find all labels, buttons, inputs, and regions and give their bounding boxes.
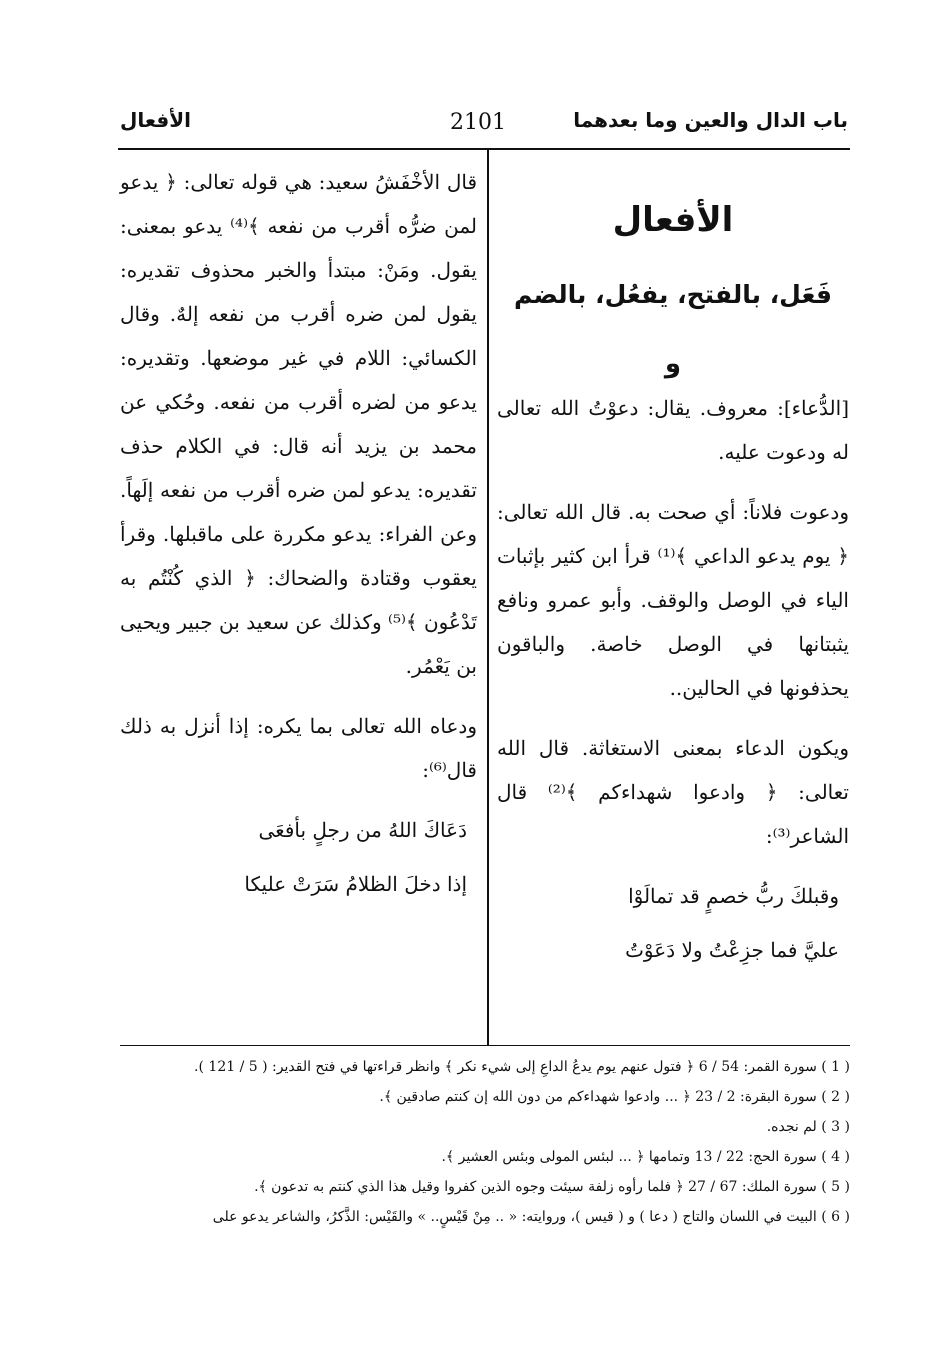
left-column bbox=[120, 160, 477, 916]
paragraph: [الدُّعاء]: معروف. يقال: دعوْتُ الله تعالى له ودعوت عليه. bbox=[497, 396, 849, 464]
footnotes bbox=[120, 1052, 850, 1232]
root-letter: و bbox=[664, 349, 682, 379]
paragraph: ويكون الدعاء بمعنى الاستغاثة. قال الله تعالى: ﴿ وادعوا شهداءكم ﴾⁽²⁾ قال الشاعر⁽³⁾: bbox=[497, 736, 849, 848]
footnote: ( 6 ) البيت في اللسان والتاج ( دعا ) و ( قيس )، وروايته: « .. مِنْ قَيْسٍ.. » والقَيْس: الذَّكرُ، والشاعر يدعو على bbox=[212, 1209, 850, 1225]
footnote: ( 2 ) سورة البقرة: 2 / 23 ﴿ ... وادعوا شهداءكم من دون الله إن كنتم صادقين ﴾. bbox=[379, 1089, 850, 1105]
header-rule bbox=[118, 148, 850, 150]
footnote: ( 4 ) سورة الحج: 22 / 13 وتمامها ﴿ ... لبئس المولى وبئس العشير ﴾. bbox=[441, 1149, 850, 1165]
chapter-subtitle: فَعَل، بالفتح، يفعُل، بالضم bbox=[514, 280, 832, 309]
verse-line: دَعَاكَ اللهُ من رجلٍ بأفعَى bbox=[258, 818, 467, 842]
page-number: 2101 bbox=[450, 110, 506, 135]
section-title: باب الدال والعين وما بعدهما bbox=[573, 108, 848, 132]
chapter-title: الأفعال bbox=[612, 200, 734, 240]
right-column bbox=[497, 160, 849, 982]
verse-line: إذا دخلَ الظلامُ سَرَتْ عليكا bbox=[244, 872, 467, 896]
footnote: ( 1 ) سورة القمر: 54 / 6 ﴿ فتول عنهم يوم يدعُ الداعِ إلى شيء نكر ﴾ وانظر قراءتها في فتح القدير: ( 5 / 121 ). bbox=[194, 1059, 850, 1075]
paragraph: ودعاه الله تعالى بما يكره: إذا أنزل به ذلك قال⁽⁶⁾: bbox=[120, 714, 477, 782]
paragraph: ودعوت فلاناً: أي صحت به. قال الله تعالى: ﴿ يوم يدعو الداعي ﴾⁽¹⁾ قرأ ابن كثير بإثبات الياء في الوصل والوقف. وأبو عمرو ونافع يثبتانها في الوصل خاصة. والباقون يحذفونها في الحالين.. bbox=[497, 500, 850, 700]
paragraph: قال الأخْفَشُ سعيد: هي قوله تعالى: ﴿ يدعو لمن ضرُّه أقرب من نفعه ﴾⁽⁴⁾ يدعو بمعنى: يقول. ومَنْ: مبتدأ والخبر محذوف تقديره: يقول لمن ضره أقرب من نفعه إلهٌ. وقال الكسائي: اللام في غير موضعها. وتقديره: يدعو من لضره أقرب من نفعه. وحُكي عن محمد بن يزيد أنه قال: في الكلام حذف تقديره: يدعو لمن ضره أقرب من نفعه إلَهاً. وعن الفراء: يدعو مكررة على ماقبلها. وقرأ يعقوب وقتادة والضحاك: ﴿ الذي كُنْتُم به تَدْعُون ﴾⁽⁵⁾ وكذلك عن سعيد بن جبير ويحيى بن يَعْمُر. bbox=[120, 170, 477, 678]
footnote: ( 3 ) لم نجده. bbox=[766, 1119, 850, 1135]
verse-line: عليَّ فما جزِعْتُ ولا دَعَوْتُ bbox=[625, 938, 839, 962]
page-header bbox=[120, 108, 848, 148]
column-divider bbox=[487, 150, 489, 1046]
footnote-rule bbox=[120, 1045, 850, 1046]
footnote: ( 5 ) سورة الملك: 67 / 27 ﴿ فلما رأوه زلفة سيئت وجوه الذين كفروا وقيل هذا الذي كنتم به تدعون ﴾. bbox=[254, 1179, 850, 1195]
verse-line: وقبلكَ ربُّ خصمٍ قد تمالَوْا bbox=[628, 884, 839, 908]
running-title: الأفعال bbox=[120, 108, 191, 132]
